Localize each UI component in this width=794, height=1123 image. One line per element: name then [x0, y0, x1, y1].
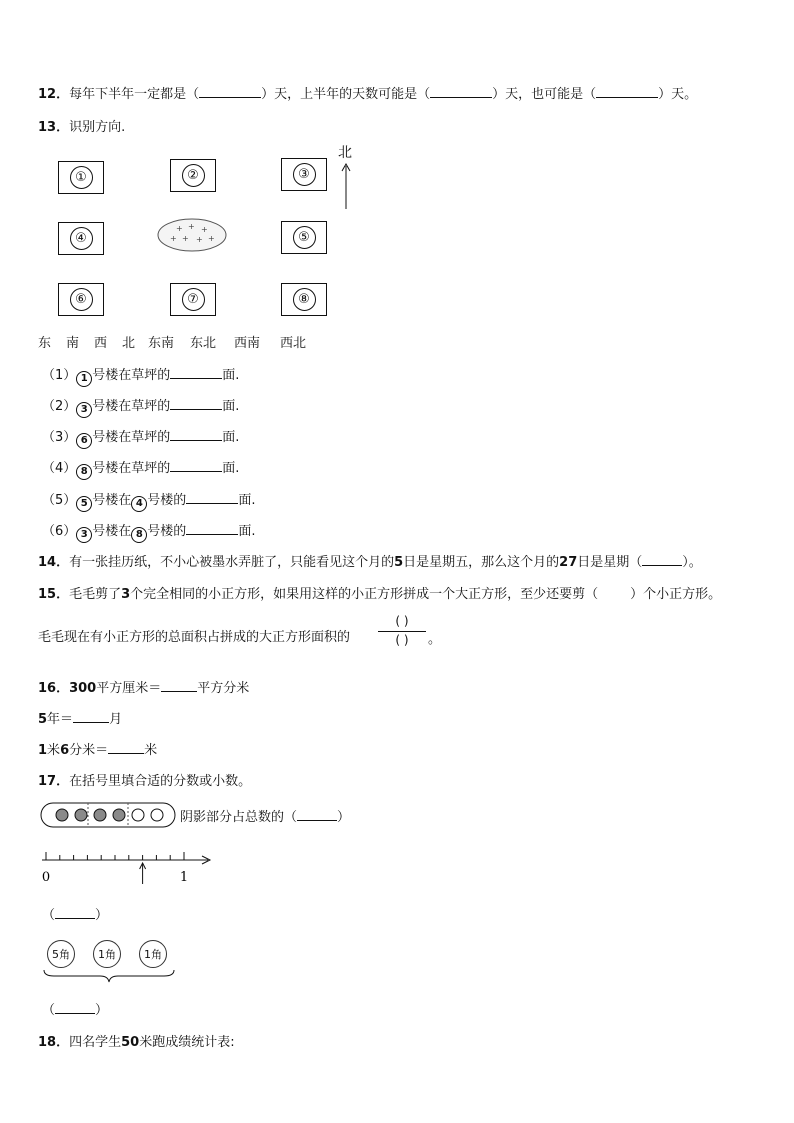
- axis-label-0: 0: [41, 870, 51, 885]
- bead-empty: [132, 809, 144, 821]
- answer-blank[interactable]: [108, 742, 144, 754]
- q13-item-1: （1） 1 号楼在草坪的 面.: [42, 364, 239, 387]
- question-number: 13．: [38, 120, 70, 135]
- question-18: 18．四名学生50米跑成绩统计表:: [38, 1035, 235, 1050]
- question-14: 14．有一张挂历纸，不小心被墨水弄脏了，只能看见这个月的5日是星期五，那么这个月的27日是星期（ ）。: [38, 555, 702, 570]
- question-number: 15．: [38, 587, 70, 602]
- building-box-2: ②: [170, 159, 216, 192]
- building-box-1: ①: [58, 161, 104, 194]
- number-line-answer: （ ）: [42, 908, 109, 923]
- question-number: 14．: [38, 555, 70, 570]
- q13-item-3: （3） 6 号楼在草坪的 面.: [42, 426, 239, 449]
- question-number: 12．: [38, 87, 70, 102]
- answer-blank[interactable]: [186, 492, 238, 504]
- question-12: 12．每年下半年一定都是（ ）天，上半年的天数可能是（ ）天，也可能是（ ）天。: [38, 87, 698, 102]
- brace-icon: [42, 968, 176, 986]
- coins-answer: （ ）: [42, 1003, 109, 1018]
- question-15: 15．毛毛剪了3个完全相同的小正方形，如果用这样的小正方形拼成一个大正方形，至少还要剪（ ）个小正方形。: [38, 587, 722, 602]
- svg-text:+: +: [170, 234, 177, 243]
- lawn-ellipse: [156, 217, 228, 253]
- building-box-6: ⑥: [58, 283, 104, 316]
- north-arrow-icon: [340, 162, 352, 210]
- answer-blank[interactable]: [55, 1002, 95, 1014]
- answer-blank[interactable]: [161, 680, 197, 692]
- svg-text:+: +: [176, 224, 183, 233]
- bead-shaded: [113, 809, 125, 821]
- axis-label-1: 1: [179, 870, 189, 885]
- building-box-8: ⑧: [281, 283, 327, 316]
- question-number: 17．: [38, 774, 70, 789]
- svg-text:+: +: [188, 222, 195, 231]
- answer-blank[interactable]: [73, 711, 109, 723]
- answer-blank[interactable]: [170, 460, 222, 472]
- answer-blank[interactable]: [186, 523, 238, 535]
- coin-1jiao: 1角: [139, 940, 167, 968]
- answer-blank[interactable]: [430, 86, 492, 98]
- question-15-line2: 毛毛现在有小正方形的总面积占拼成的大正方形面积的: [38, 630, 351, 645]
- building-box-7: ⑦: [170, 283, 216, 316]
- beads-figure: [40, 801, 176, 829]
- svg-text:+: +: [182, 234, 189, 243]
- fraction-blank[interactable]: ( ) ( ): [378, 614, 426, 649]
- building-box-4: ④: [58, 222, 104, 255]
- svg-text:+: +: [208, 234, 215, 243]
- q16-line-2: 5年＝ 月: [38, 712, 123, 727]
- q16-line-3: 1米6分米＝ 米: [38, 743, 158, 758]
- answer-blank[interactable]: [642, 554, 682, 566]
- question-number: 16．: [38, 681, 70, 696]
- answer-blank[interactable]: [170, 367, 222, 379]
- question-number: 18．: [38, 1035, 70, 1050]
- answer-blank[interactable]: [170, 429, 222, 441]
- q13-item-4: （4） 8 号楼在草坪的 面.: [42, 457, 239, 480]
- svg-text:+: +: [196, 235, 203, 244]
- bead-shaded: [94, 809, 106, 821]
- number-line: [40, 848, 216, 888]
- question-13-title: 13．识别方向.: [38, 120, 126, 135]
- coin-1jiao: 1角: [93, 940, 121, 968]
- question-16: 16．300平方厘米＝ 平方分米: [38, 681, 250, 696]
- coin-5jiao: 5角: [47, 940, 75, 968]
- answer-blank[interactable]: [55, 907, 95, 919]
- bead-shaded: [56, 809, 68, 821]
- answer-blank[interactable]: [199, 86, 261, 98]
- fraction-bar: [378, 631, 426, 632]
- answer-blank[interactable]: [596, 86, 658, 98]
- period: 。: [428, 632, 442, 647]
- q13-item-2: （2） 3 号楼在草坪的 面.: [42, 395, 239, 418]
- question-17-title: 17．在括号里填合适的分数或小数。: [38, 774, 252, 789]
- bead-shaded: [75, 809, 87, 821]
- svg-text:+: +: [201, 225, 208, 234]
- shade-question: 阴影部分占总数的（ ）: [180, 810, 351, 825]
- answer-blank[interactable]: [170, 398, 222, 410]
- q13-item-5: （5） 5 号楼在 4 号楼的 面.: [42, 489, 255, 512]
- building-box-5: ⑤: [281, 221, 327, 254]
- north-label: 北: [338, 145, 352, 161]
- answer-blank[interactable]: [297, 809, 337, 821]
- q13-item-6: （6） 3 号楼在 8 号楼的 面.: [42, 520, 255, 543]
- bead-empty: [151, 809, 163, 821]
- building-box-3: ③: [281, 158, 327, 191]
